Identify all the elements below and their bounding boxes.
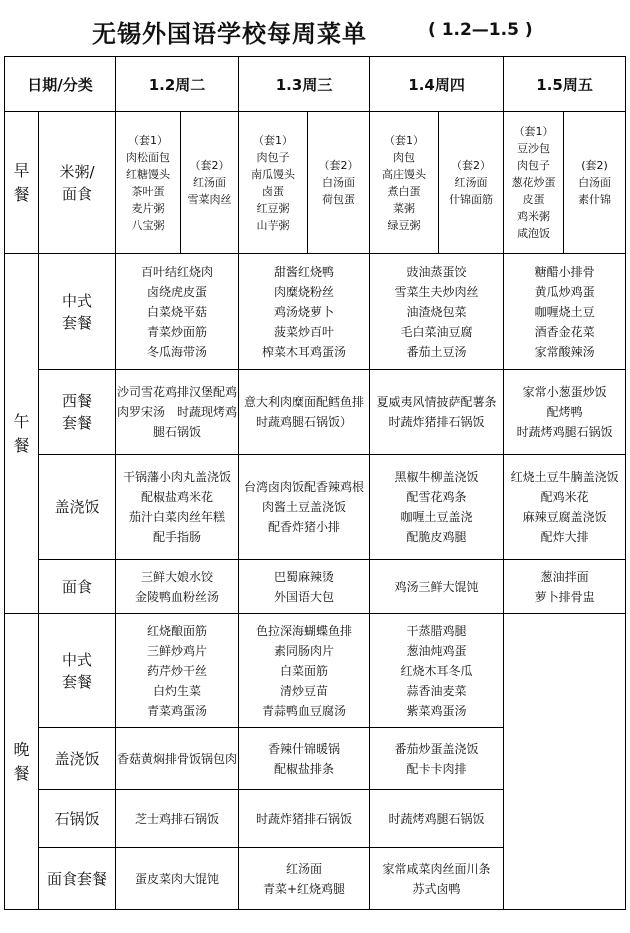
- lunch-noodle-row: [5, 560, 626, 614]
- menu-cell: 甜酱红烧鸭 肉糜烧粉丝 鸡汤烧萝卜 菠菜炒百叶 榨菜木耳鸡蛋汤: [239, 254, 370, 370]
- date-category-header: 日期/分类: [5, 57, 116, 112]
- category-label: 盖浇饭: [39, 455, 116, 560]
- meal-label-lunch: 午 餐: [5, 254, 39, 614]
- menu-cell: 干蒸腊鸡腿 葱油炖鸡蛋 红烧木耳冬瓜 蒜香油麦菜 紫菜鸡蛋汤: [370, 614, 504, 728]
- empty-cell: [504, 614, 626, 910]
- category-label: 西餐 套餐: [39, 370, 116, 455]
- menu-cell: 百叶结红烧肉 卤绕虎皮蛋 白菜烧平菇 青菜炒面筋 冬瓜海带汤: [116, 254, 239, 370]
- date-range: ( 1.2—1.5 ): [428, 20, 533, 40]
- breakfast-set1: （套1） 豆沙包 肉包子 葱花炒蛋 皮蛋 鸡米粥 咸泡饭: [504, 112, 564, 254]
- menu-cell: 夏威夷风情披萨配薯条时蔬炸猪排石锅饭: [370, 370, 504, 455]
- menu-cell: 番茄炒蛋盖浇饭 配卡卡肉排: [370, 728, 504, 790]
- category-label: 中式 套餐: [39, 614, 116, 728]
- breakfast-set2: （套2） 红汤面 什锦面筋: [439, 112, 504, 254]
- menu-cell: 干锅藩小肉丸盖浇饭 配椒盐鸡米花 茄汁白菜肉丝年糕 配手指肠: [116, 455, 239, 560]
- lunch-western-row: [5, 370, 626, 455]
- category-label: 面食: [39, 560, 116, 614]
- menu-cell: 时蔬炸猪排石锅饭: [239, 790, 370, 848]
- breakfast-set2: （套2） 白汤面 荷包蛋: [308, 112, 370, 254]
- menu-cell: 巴蜀麻辣烫 外国语大包: [239, 560, 370, 614]
- day-header: 1.5周五: [504, 57, 626, 112]
- category-label: 米粥/ 面食: [39, 112, 116, 254]
- menu-cell: 色拉深海蝴蝶鱼排 素同肠肉片 白菜面筋 清炒豆苗 青蒜鸭血豆腐汤: [239, 614, 370, 728]
- lunch-rice-row: [5, 455, 626, 560]
- menu-cell: 红烧酿面筋 三鲜炒鸡片 药芹炒干丝 白灼生菜 青菜鸡蛋汤: [116, 614, 239, 728]
- menu-cell: 香辣什锦暖锅 配椒盐排条: [239, 728, 370, 790]
- menu-cell: 台湾卤肉饭配香辣鸡根 肉酱土豆盖浇饭 配香炸猪小排: [239, 455, 370, 560]
- breakfast-set1: （套1） 肉松面包 红糖馒头 茶叶蛋 麦片粥 八宝粥: [116, 112, 181, 254]
- breakfast-set2: (套2) 白汤面 素什锦: [564, 112, 626, 254]
- menu-cell: 意大利肉糜面配鳕鱼排时蔬鸡腿石锅饭）: [239, 370, 370, 455]
- title-bar: [0, 10, 630, 50]
- lunch-chinese-row: [5, 254, 626, 370]
- header-row: [5, 57, 626, 112]
- menu-cell: 芝士鸡排石锅饭: [116, 790, 239, 848]
- meal-label-dinner: 晚 餐: [5, 614, 39, 910]
- breakfast-set1: （套1） 肉包子 南瓜馒头 卤蛋 红豆粥 山芋粥: [239, 112, 308, 254]
- day-header: 1.3周三: [239, 57, 370, 112]
- page-title: 无锡外国语学校每周菜单: [92, 20, 367, 48]
- day-header: 1.4周四: [370, 57, 504, 112]
- menu-cell: 鸡汤三鲜大馄饨: [370, 560, 504, 614]
- menu-cell: 时蔬烤鸡腿石锅饭: [370, 790, 504, 848]
- menu-cell: 葱油拌面 萝卜排骨盅: [504, 560, 626, 614]
- breakfast-set2: （套2） 红汤面 雪菜肉丝: [181, 112, 239, 254]
- menu-cell: 糖醋小排骨 黄瓜炒鸡蛋 咖喱烧土豆 酒香金花菜 家常酸辣汤: [504, 254, 626, 370]
- dinner-chinese-row: [5, 614, 626, 728]
- menu-cell: 黑椒牛柳盖浇饭 配雪花鸡条 咖喱土豆盖浇 配脆皮鸡腿: [370, 455, 504, 560]
- menu-cell: 沙司雪花鸡排汉堡配鸡肉罗宋汤 时蔬现烤鸡腿石锅饭: [116, 370, 239, 455]
- category-label: 面食套餐: [39, 848, 116, 910]
- category-label: 石锅饭: [39, 790, 116, 848]
- menu-cell: 家常咸菜肉丝面川条 苏式卤鸭: [370, 848, 504, 910]
- menu-cell: 香菇黄焖排骨饭锅包肉: [116, 728, 239, 790]
- menu-cell: 豉油蒸蛋饺 雪菜生夫炒肉丝 油渣烧包菜 毛白菜油豆腐 番茄土豆汤: [370, 254, 504, 370]
- category-label: 中式 套餐: [39, 254, 116, 370]
- weekly-menu-table: [4, 56, 626, 910]
- breakfast-row: [5, 112, 626, 254]
- menu-cell: 三鲜大娘水饺 金陵鸭血粉丝汤: [116, 560, 239, 614]
- menu-cell: 红烧土豆牛腩盖浇饭 配鸡米花 麻辣豆腐盖浇饭 配炸大排: [504, 455, 626, 560]
- breakfast-set1: （套1） 肉包 高庄馒头 煮白蛋 菜粥 绿豆粥: [370, 112, 439, 254]
- menu-cell: 红汤面 青菜+红烧鸡腿: [239, 848, 370, 910]
- day-header: 1.2周二: [116, 57, 239, 112]
- meal-label-breakfast: 早 餐: [5, 112, 39, 254]
- menu-cell: 家常小葱蛋炒饭 配烤鸭 时蔬烤鸡腿石锅饭: [504, 370, 626, 455]
- category-label: 盖浇饭: [39, 728, 116, 790]
- menu-cell: 蛋皮菜肉大馄饨: [116, 848, 239, 910]
